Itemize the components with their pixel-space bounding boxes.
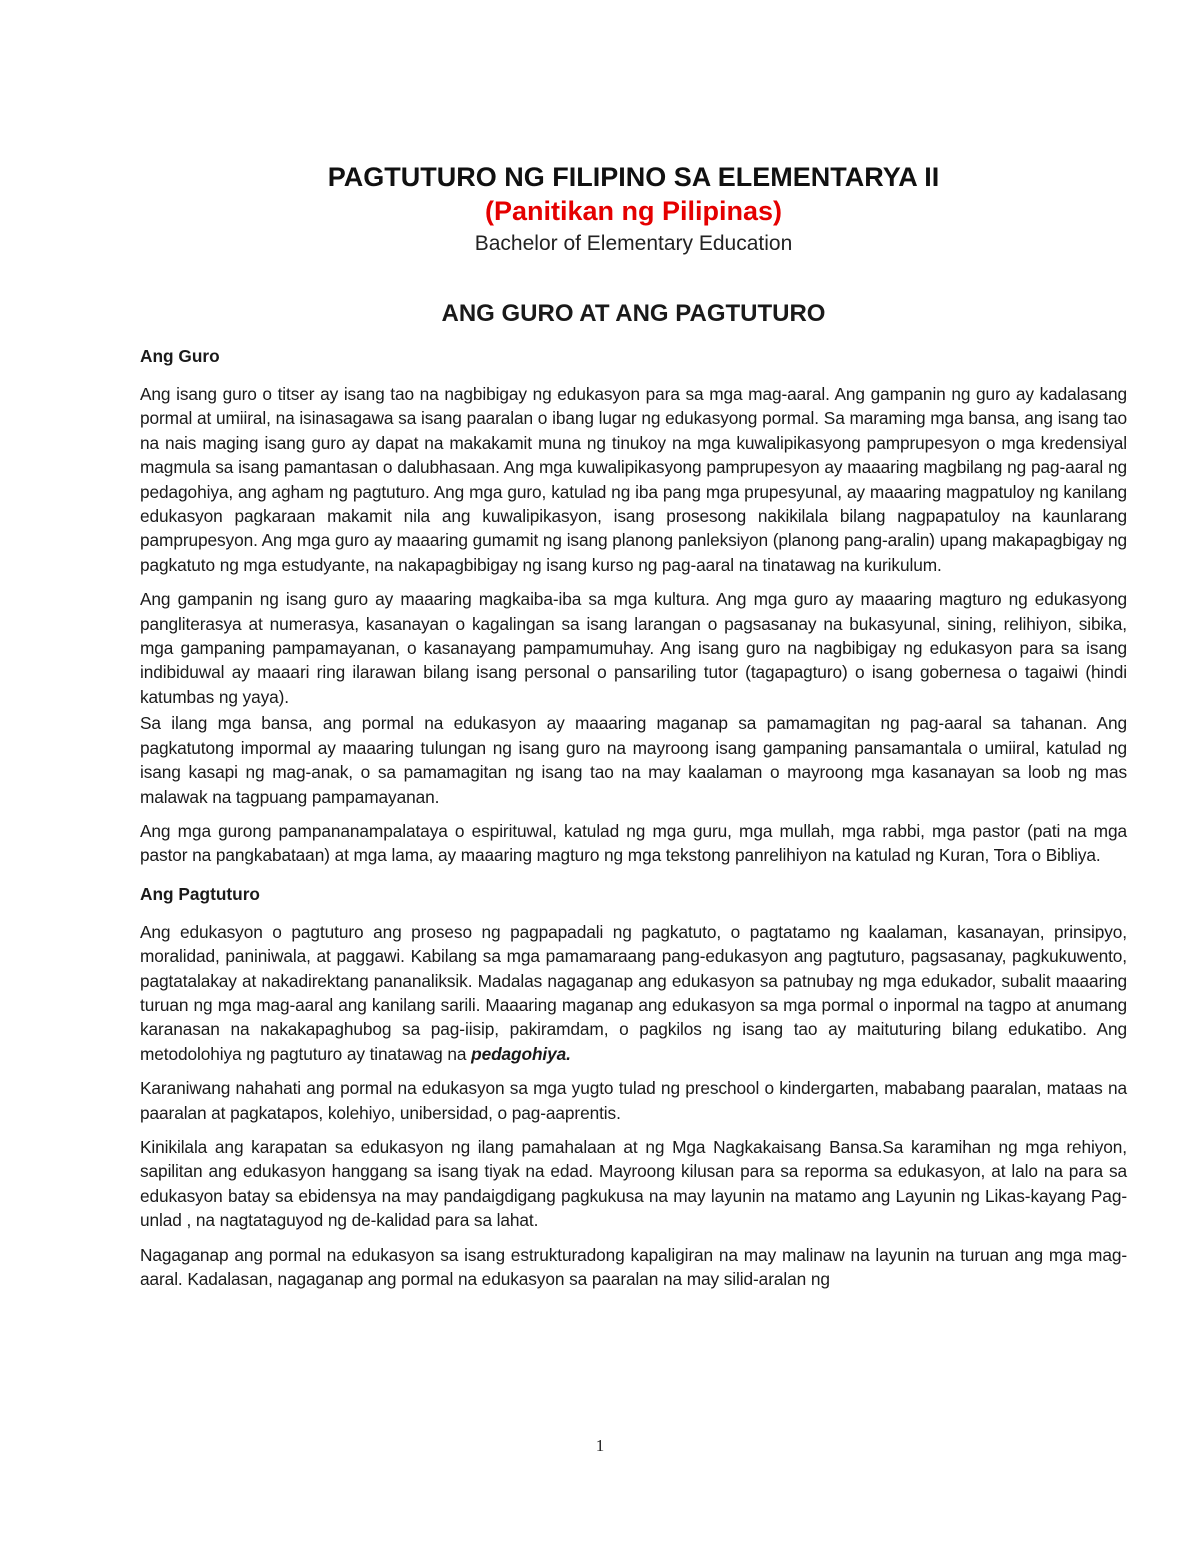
guro-paragraph-3: Sa ilang mga bansa, ang pormal na edukasyon ay maaaring maganap sa pamamagitan ng pag-aaral sa tahanan. Ang pagkatutong impormal ay maaaring tulungan ng isang guro na mayroong isang gampaning pansamantala o umiiral, katulad ng isang kasapi ng mag-anak, o sa pamamagitan ng isang tao na may kaalaman o mayroong mga kasanayan sa loob ng mas malawak na tagpuang pampamayanan. bbox=[140, 713, 1127, 807]
guro-paragraph-1: Ang isang guro o titser ay isang tao na nagbibigay ng edukasyon para sa mga mag-aaral. Ang gampanin ng guro ay kadalasang pormal at umiiral, na isinasagawa sa isang paaralan o ibang lugar ng edukasyong pormal. Sa maraming mga bansa, ang isang tao na nais maging isang guro ay dapat na makakamit muna ng tinukoy na mga kuwalipikasyong pamprupesyon o mga kredensiyal magmula sa isang pamantasan o dalubhasaan. Ang mga kuwalipikasyong pamprupesyon ay maaaring magbilang ng pag-aaral ng pedagohiya, ang agham ng pagtuturo. Ang mga guro, katulad ng iba pang mga prupesyunal, ay maaaring magpatuloy ng kanilang edukasyon pagkaraan makamit nila ang kuwalipikasyon, isang prosesong nakikilala bilang nagpapatuloy na kaunlarang pamprupesyon. Ang mga guro ay maaaring gumamit ng isang planong panleksiyon (planong pang-aralin) upang makapagbigay ng pagkatuto ng mga estudyante, na nakapagbibigay ng isang kurso ng pag-aaral na tinatawag na kurikulum. bbox=[140, 384, 1127, 575]
pagtuturo-paragraph-4: Nagaganap ang pormal na edukasyon sa isang estrukturadong kapaligiran na may malinaw na layunin na turuan ang mga mag-aaral. Kadalasan, nagaganap ang pormal na edukasyon sa paaralan na may silid-aralan ng bbox=[140, 1244, 1127, 1289]
document-body bbox=[140, 344, 1127, 1291]
heading-ang-pagtuturo: Ang Pagtuturo bbox=[140, 883, 260, 904]
section-title: ANG GURO AT ANG PAGTUTURO bbox=[441, 300, 826, 327]
guro-paragraph-2: Ang gampanin ng isang guro ay maaaring magkaiba-iba sa mga kultura. Ang mga guro ay maaaring magturo ng edukasyong pangliterasya at numerasya, kasanayan o kagalingan sa isang larangan o pagsasanay na bukasyunal, sining, relihiyon, sibika, mga gampaning pampamayanan, o kasanayang pampamumuhay. Ang isang guro na nagbibigay ng edukasyon para sa isang indibiduwal ay maaari ring ilarawan bilang isang personal o pansariling tutor (tagapagturo) o isang gobernesa o tagaiwi (hindi katumbas ng yaya). bbox=[140, 589, 1127, 707]
pedagohiya-term: pedagohiya. bbox=[471, 1043, 571, 1064]
pagtuturo-paragraph-1-text: Ang edukasyon o pagtuturo ang proseso ng pagpapadali ng pagkatuto, o pagtatamo ng kaalaman, kasanayan, prinsipyo, moralidad, paniniwala, at paggawi. Kabilang sa mga pamamaraang pang-edukasyon ang pagtuturo, pagsasanay, pagkukuwento, pagtatalakay at nakadirektang pananaliksik. Madalas nagaganap ang edukasyon sa patnubay ng mga edukador, subalit maaaring turuan ng mga mag-aaral ang kanilang sarili. Maaaring maganap ang edukasyon sa mga pormal o inpormal na tagpo at anumang karanasan na nakakapaghubog sa pag-iisip, pakiramdam, o pagkilos ng isang tao ay maituturing bilang edukatibo. Ang metodolohiya ng pagtuturo ay tinatawag na bbox=[140, 921, 1127, 1064]
document-program: Bachelor of Elementary Education bbox=[474, 232, 793, 255]
pagtuturo-paragraph-1 bbox=[140, 920, 1127, 1066]
pagtuturo-paragraph-3: Kinikilala ang karapatan sa edukasyon ng ilang pamahalaan at ng Mga Nagkakaisang Bansa.Sa karamihan ng mga rehiyon, sapilitan ang edukasyon hanggang sa isang tiyak na edad. Mayroong kilusan para sa reporma sa edukasyon, at lalo na para sa edukasyon batay sa ebidensya na may pandaigdigang pagkukusa na may layunin na matamo ang Layunin ng Likas-kayang Pag-unlad , na nagtataguyod ng de-kalidad para sa lahat. bbox=[140, 1136, 1127, 1231]
guro-paragraph-4: Ang mga gurong pampananampalataya o espirituwal, katulad ng mga guru, mga mullah, mga rabbi, mga pastor (pati na mga pastor na pangkabataan) at mga lama, ay maaaring magturo ng mga tekstong panrelihiyon na katulad ng Kuran, Tora o Bibliya. bbox=[140, 820, 1127, 866]
document-header bbox=[140, 160, 1127, 260]
heading-ang-guro: Ang Guro bbox=[140, 346, 220, 366]
pagtuturo-paragraph-2: Karaniwang nahahati ang pormal na edukasyon sa mga yugto tulad ng preschool o kindergarten, mababang paaralan, mataas na paaralan at pagkatapos, kolehiyo, unibersidad, o pag-aaprentis. bbox=[140, 1078, 1127, 1123]
document-title: PAGTUTURO NG FILIPINO SA ELEMENTARYA II bbox=[327, 162, 940, 192]
page-number: 1 bbox=[595, 1436, 605, 1455]
document-subtitle: (Panitikan ng Pilipinas) bbox=[484, 196, 783, 226]
